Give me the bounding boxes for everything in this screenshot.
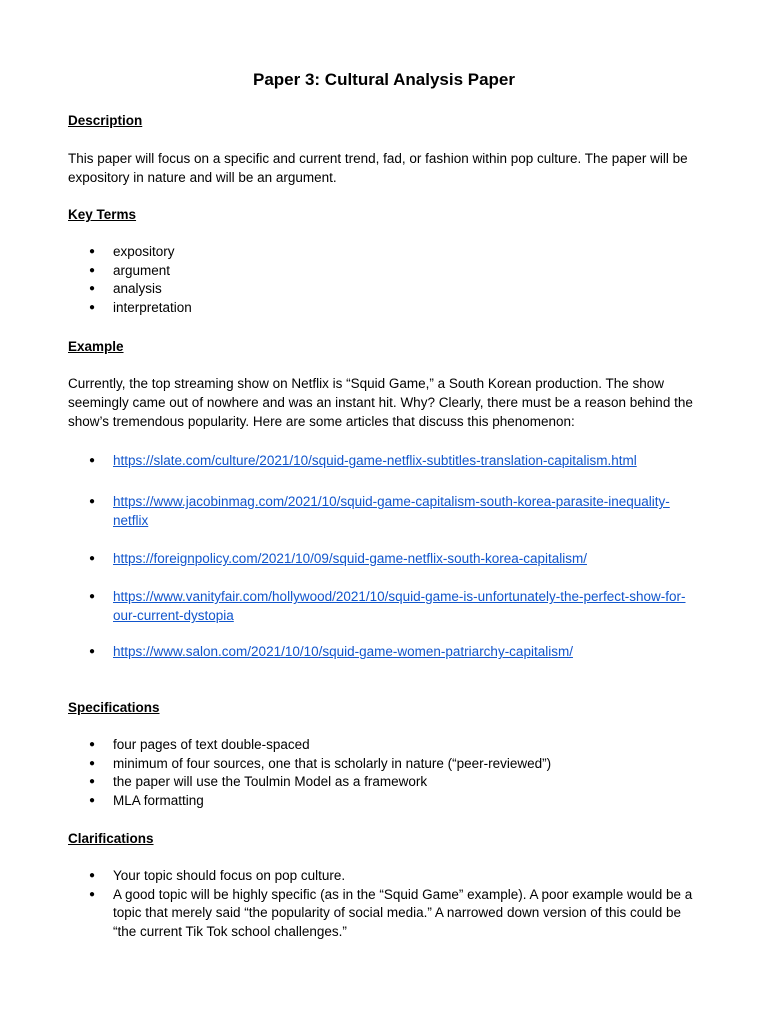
- key-terms-list: [68, 243, 192, 318]
- bullet-icon: ●: [89, 283, 96, 295]
- description-text: This paper will focus on a specific and current trend, fad, or fashion within pop culture. The paper will be expository in nature and will be an argument.: [68, 151, 688, 185]
- specification-item: ● the paper will use the Toulmin Model as a framework: [68, 773, 551, 792]
- clarifications-list: [68, 867, 708, 941]
- bullet-icon: ●: [89, 757, 96, 769]
- article-link-item: [68, 492, 708, 530]
- bullet-icon: ●: [89, 795, 96, 807]
- clarification-item: ● Your topic should focus on pop culture.: [68, 867, 708, 886]
- clarifications-heading: Clarifications: [68, 831, 154, 846]
- article-link-item: [68, 451, 708, 470]
- article-link[interactable]: https://foreignpolicy.com/2021/10/09/squid-game-netflix-south-korea-capitalism/: [113, 551, 587, 566]
- example-text: Currently, the top streaming show on Netflix is “Squid Game,” a South Korean production. The show seemingly came out of nowhere and was an instant hit. Why? Clearly, there must be a reason behind the show’s tremendous popularity. Here are some articles that discuss this phenomenon:: [68, 376, 693, 429]
- article-link-item: [68, 587, 708, 625]
- article-link[interactable]: https://slate.com/culture/2021/10/squid-game-netflix-subtitles-translation-capitalism.html: [113, 453, 637, 468]
- article-link-item: [68, 642, 708, 661]
- bullet-icon: ●: [89, 302, 96, 314]
- specification-item: ● minimum of four sources, one that is scholarly in nature (“peer-reviewed”): [68, 755, 551, 774]
- bullet-icon: ●: [89, 591, 96, 602]
- example-heading: Example: [68, 339, 124, 354]
- bullet-icon: ●: [89, 646, 96, 657]
- description-heading: Description: [68, 113, 143, 128]
- key-term-item: ● analysis: [68, 280, 192, 299]
- bullet-icon: ●: [89, 739, 96, 750]
- bullet-icon: ●: [89, 264, 96, 276]
- article-link[interactable]: https://www.jacobinmag.com/2021/10/squid-game-capitalism-south-korea-parasite-inequality- netflix: [113, 494, 670, 528]
- page-title: Paper 3: Cultural Analysis Paper: [252, 70, 516, 89]
- article-link[interactable]: https://www.vanityfair.com/hollywood/2021/10/squid-game-is-unfortunately-the-perfect-show-for- our-current-dystopia: [113, 589, 686, 623]
- bullet-icon: ●: [89, 455, 96, 466]
- bullet-icon: ●: [89, 888, 96, 900]
- article-link-item: [68, 549, 708, 568]
- bullet-icon: ●: [89, 776, 96, 788]
- key-terms-heading: Key Terms: [68, 207, 137, 222]
- specifications-heading: Specifications: [68, 700, 160, 715]
- article-link[interactable]: https://www.salon.com/2021/10/10/squid-game-women-patriarchy-capitalism/: [113, 644, 573, 659]
- specification-item: ● MLA formatting: [68, 792, 551, 811]
- bullet-icon: ●: [89, 553, 96, 564]
- key-term-item: ● argument: [68, 262, 192, 281]
- clarification-item: ● A good topic will be highly specific (as in the “Squid Game” example). A poor example would be a topic that merely said “the popularity of social media.” A narrowed down version of this could be “the current Tik Tok school challenges.”: [89, 886, 693, 939]
- bullet-icon: ●: [89, 870, 96, 881]
- key-term-item: ● expository: [68, 243, 192, 262]
- specification-item: ● four pages of text double-spaced: [68, 736, 551, 755]
- bullet-icon: ●: [89, 246, 96, 257]
- bullet-icon: ●: [89, 496, 96, 507]
- key-term-item: ● interpretation: [68, 299, 192, 318]
- specifications-list: [68, 736, 551, 811]
